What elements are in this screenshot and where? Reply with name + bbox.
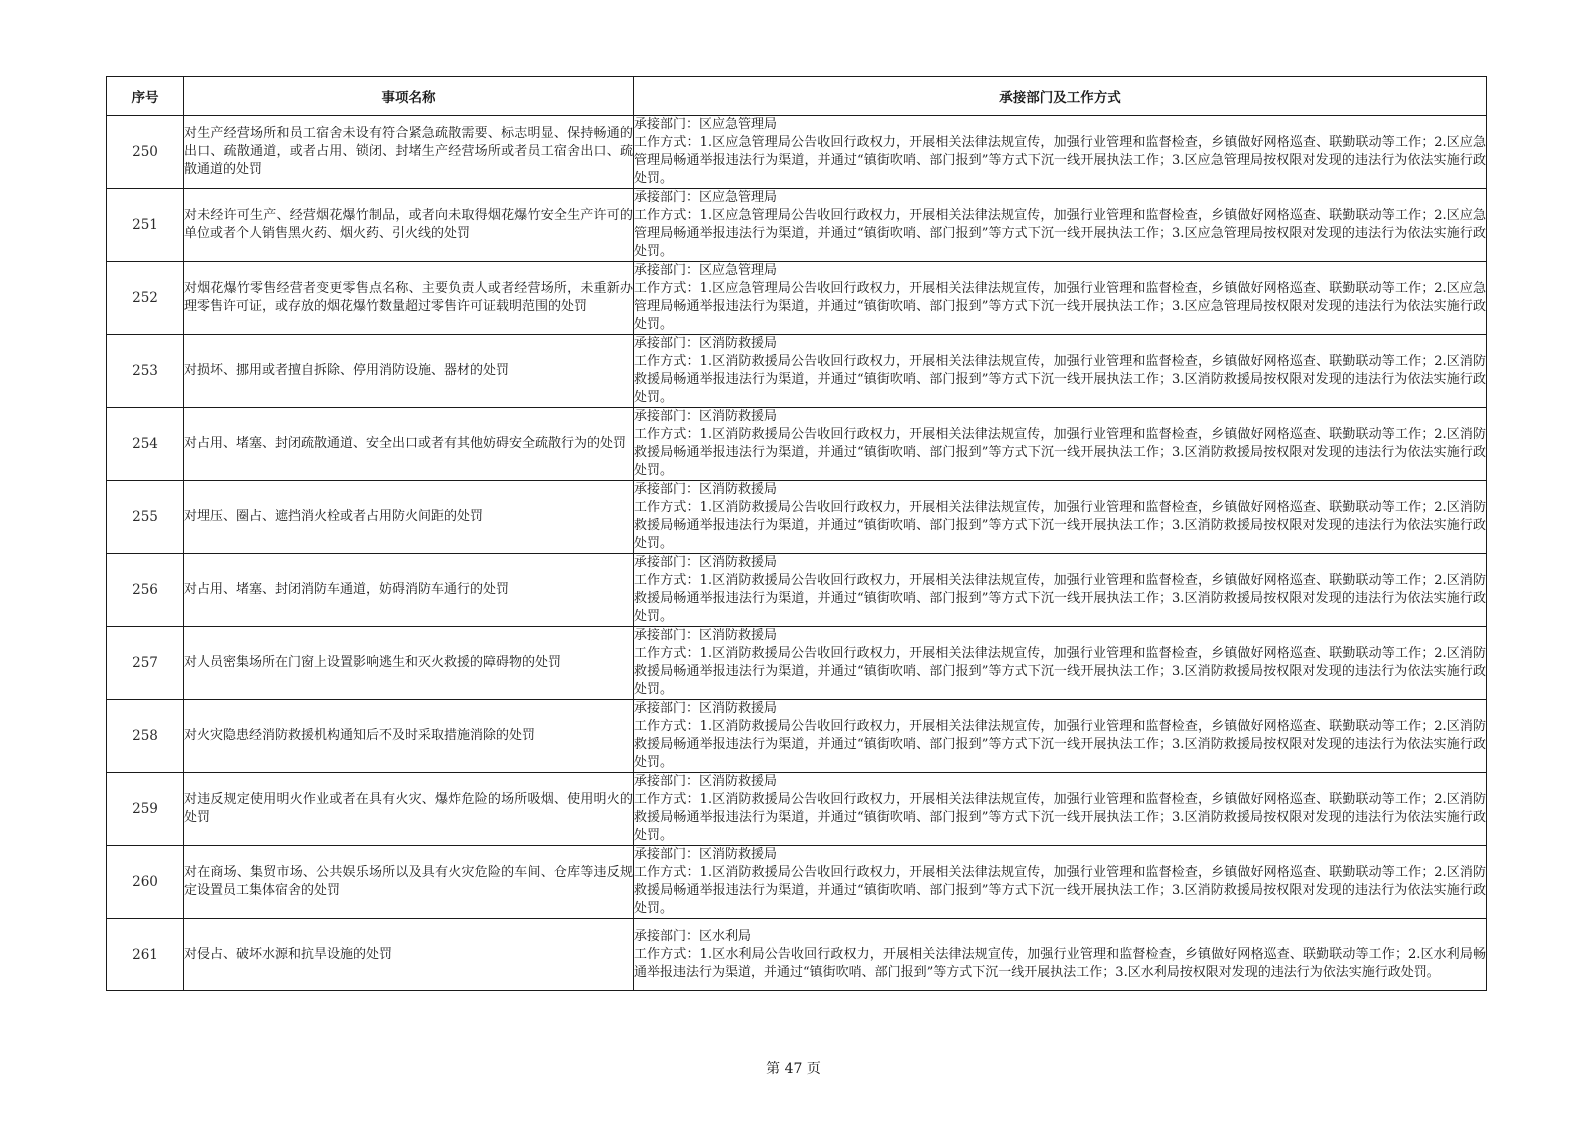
row-serial-number: 259: [107, 773, 184, 846]
row-item-name: 对损坏、挪用或者擅自拆除、停用消防设施、器材的处罚: [184, 335, 634, 408]
row-department: 承接部门：区应急管理局: [634, 117, 778, 132]
table-row: [107, 846, 1487, 919]
row-department-method: [634, 846, 1487, 919]
table-row: [107, 408, 1487, 481]
table-row: [107, 189, 1487, 262]
row-serial-number: 256: [107, 554, 184, 627]
row-item-name: 对占用、堵塞、封闭消防车通道，妨碍消防车通行的处罚: [184, 554, 634, 627]
row-department: 承接部门：区消防救援局: [634, 847, 778, 862]
row-department: 承接部门：区消防救援局: [634, 555, 778, 570]
row-serial-number: 260: [107, 846, 184, 919]
header-item-name: 事项名称: [184, 77, 634, 116]
row-serial-number: 253: [107, 335, 184, 408]
row-department-method: [634, 627, 1487, 700]
row-serial-number: 252: [107, 262, 184, 335]
row-department: 承接部门：区应急管理局: [634, 263, 778, 278]
row-department-method: [634, 116, 1487, 189]
row-department: 承接部门：区水利局: [634, 928, 752, 944]
row-work-method: 工作方式：1.区消防救援局公告收回行政权力，开展相关法律法规宣传，加强行业管理和监督检查，乡镇做好网格巡查、联勤联动等工作；2.区消防救援局畅通举报违法行为渠道，并通过“镇街吹哨、部门报到”等方式下沉一线开展执法工作；3.区消防救援局按权限对发现的违法行为依法实施行政处罚。: [634, 865, 1486, 916]
row-department: 承接部门：区消防救援局: [634, 628, 778, 643]
row-department-method: [634, 554, 1487, 627]
table-row: [107, 773, 1487, 846]
row-department-method: [634, 700, 1487, 773]
row-item-name: 对埋压、圈占、遮挡消火栓或者占用防火间距的处罚: [184, 481, 634, 554]
row-item-name: 对生产经营场所和员工宿舍未设有符合紧急疏散需要、标志明显、保持畅通的出口、疏散通道，或者占用、锁闭、封堵生产经营场所或者员工宿舍出口、疏散通道的处罚: [184, 116, 634, 189]
row-serial-number: 254: [107, 408, 184, 481]
row-item-name: 对违反规定使用明火作业或者在具有火灾、爆炸危险的场所吸烟、使用明火的处罚: [184, 773, 634, 846]
row-item-name: 对侵占、破坏水源和抗旱设施的处罚: [184, 919, 634, 991]
row-item-name: 对火灾隐患经消防救援机构通知后不及时采取措施消除的处罚: [184, 700, 634, 773]
row-work-method: 工作方式：1.区应急管理局公告收回行政权力，开展相关法律法规宣传，加强行业管理和监督检查，乡镇做好网格巡查、联勤联动等工作；2.区应急管理局畅通举报违法行为渠道，并通过“镇街吹哨、部门报到”等方式下沉一线开展执法工作；3.区应急管理局按权限对发现的违法行为依法实施行政处罚。: [634, 208, 1486, 259]
table-header-row: [107, 77, 1487, 116]
row-work-method: 工作方式：1.区消防救援局公告收回行政权力，开展相关法律法规宣传，加强行业管理和监督检查，乡镇做好网格巡查、联勤联动等工作；2.区消防救援局畅通举报违法行为渠道，并通过“镇街吹哨、部门报到”等方式下沉一线开展执法工作；3.区消防救援局按权限对发现的违法行为依法实施行政处罚。: [634, 354, 1486, 405]
row-department: 承接部门：区消防救援局: [634, 701, 778, 716]
row-department-method: [634, 408, 1487, 481]
row-work-method: 工作方式：1.区水利局公告收回行政权力，开展相关法律法规宣传，加强行业管理和监督检查，乡镇做好网格巡查、联勤联动等工作；2.区水利局畅通举报违法行为渠道，并通过“镇街吹哨、部门报到”等方式下沉一线开展执法工作；3.区水利局按权限对发现的违法行为依法实施行政处罚。: [634, 946, 1486, 980]
row-department: 承接部门：区消防救援局: [634, 774, 778, 789]
row-serial-number: 250: [107, 116, 184, 189]
row-work-method: 工作方式：1.区消防救援局公告收回行政权力，开展相关法律法规宣传，加强行业管理和监督检查，乡镇做好网格巡查、联勤联动等工作；2.区消防救援局畅通举报违法行为渠道，并通过“镇街吹哨、部门报到”等方式下沉一线开展执法工作；3.区消防救援局按权限对发现的违法行为依法实施行政处罚。: [634, 573, 1486, 624]
row-serial-number: 258: [107, 700, 184, 773]
table-row: [107, 116, 1487, 189]
table-row: [107, 481, 1487, 554]
table-row: [107, 919, 1487, 991]
table-row: [107, 700, 1487, 773]
row-work-method: 工作方式：1.区消防救援局公告收回行政权力，开展相关法律法规宣传，加强行业管理和监督检查，乡镇做好网格巡查、联勤联动等工作；2.区消防救援局畅通举报违法行为渠道，并通过“镇街吹哨、部门报到”等方式下沉一线开展执法工作；3.区消防救援局按权限对发现的违法行为依法实施行政处罚。: [634, 427, 1486, 478]
header-department-method: 承接部门及工作方式: [634, 77, 1487, 116]
row-department: 承接部门：区消防救援局: [634, 409, 778, 424]
table-row: [107, 262, 1487, 335]
row-work-method: 工作方式：1.区消防救援局公告收回行政权力，开展相关法律法规宣传，加强行业管理和监督检查，乡镇做好网格巡查、联勤联动等工作；2.区消防救援局畅通举报违法行为渠道，并通过“镇街吹哨、部门报到”等方式下沉一线开展执法工作；3.区消防救援局按权限对发现的违法行为依法实施行政处罚。: [634, 500, 1486, 551]
table-body: [107, 116, 1487, 991]
table-row: [107, 627, 1487, 700]
row-item-name: 对在商场、集贸市场、公共娱乐场所以及具有火灾危险的车间、仓库等违反规定设置员工集体宿舍的处罚: [184, 846, 634, 919]
row-department-method: [634, 335, 1487, 408]
row-serial-number: 255: [107, 481, 184, 554]
row-department-method: [634, 262, 1487, 335]
row-item-name: 对占用、堵塞、封闭疏散通道、安全出口或者有其他妨碍安全疏散行为的处罚: [184, 408, 634, 481]
row-department: 承接部门：区消防救援局: [634, 482, 778, 497]
row-work-method: 工作方式：1.区应急管理局公告收回行政权力，开展相关法律法规宣传，加强行业管理和监督检查，乡镇做好网格巡查、联勤联动等工作；2.区应急管理局畅通举报违法行为渠道，并通过“镇街吹哨、部门报到”等方式下沉一线开展执法工作；3.区应急管理局按权限对发现的违法行为依法实施行政处罚。: [634, 135, 1486, 186]
row-work-method: 工作方式：1.区消防救援局公告收回行政权力，开展相关法律法规宣传，加强行业管理和监督检查，乡镇做好网格巡查、联勤联动等工作；2.区消防救援局畅通举报违法行为渠道，并通过“镇街吹哨、部门报到”等方式下沉一线开展执法工作；3.区消防救援局按权限对发现的违法行为依法实施行政处罚。: [634, 792, 1486, 843]
row-work-method: 工作方式：1.区应急管理局公告收回行政权力，开展相关法律法规宣传，加强行业管理和监督检查，乡镇做好网格巡查、联勤联动等工作；2.区应急管理局畅通举报违法行为渠道，并通过“镇街吹哨、部门报到”等方式下沉一线开展执法工作；3.区应急管理局按权限对发现的违法行为依法实施行政处罚。: [634, 281, 1486, 332]
row-work-method: 工作方式：1.区消防救援局公告收回行政权力，开展相关法律法规宣传，加强行业管理和监督检查，乡镇做好网格巡查、联勤联动等工作；2.区消防救援局畅通举报违法行为渠道，并通过“镇街吹哨、部门报到”等方式下沉一线开展执法工作；3.区消防救援局按权限对发现的违法行为依法实施行政处罚。: [634, 646, 1486, 697]
row-serial-number: 251: [107, 189, 184, 262]
row-department-method: [634, 189, 1487, 262]
row-work-method: 工作方式：1.区消防救援局公告收回行政权力，开展相关法律法规宣传，加强行业管理和监督检查，乡镇做好网格巡查、联勤联动等工作；2.区消防救援局畅通举报违法行为渠道，并通过“镇街吹哨、部门报到”等方式下沉一线开展执法工作；3.区消防救援局按权限对发现的违法行为依法实施行政处罚。: [634, 719, 1486, 770]
page-number: 第 47 页: [766, 1061, 821, 1077]
table-row: [107, 335, 1487, 408]
row-department-method: [634, 773, 1487, 846]
row-department: 承接部门：区消防救援局: [634, 336, 778, 351]
items-table: [106, 76, 1487, 991]
row-item-name: 对烟花爆竹零售经营者变更零售点名称、主要负责人或者经营场所，未重新办理零售许可证，或存放的烟花爆竹数量超过零售许可证载明范围的处罚: [184, 262, 634, 335]
table-row: [107, 554, 1487, 627]
row-item-name: 对人员密集场所在门窗上设置影响逃生和灭火救援的障碍物的处罚: [184, 627, 634, 700]
row-department: 承接部门：区应急管理局: [634, 190, 778, 205]
row-serial-number: 257: [107, 627, 184, 700]
row-serial-number: 261: [107, 919, 184, 991]
header-serial-number: 序号: [107, 77, 184, 116]
row-department-method: [634, 481, 1487, 554]
row-item-name: 对未经许可生产、经营烟花爆竹制品，或者向未取得烟花爆竹安全生产许可的单位或者个人销售黑火药、烟火药、引火线的处罚: [184, 189, 634, 262]
row-department-method: [634, 919, 1487, 991]
